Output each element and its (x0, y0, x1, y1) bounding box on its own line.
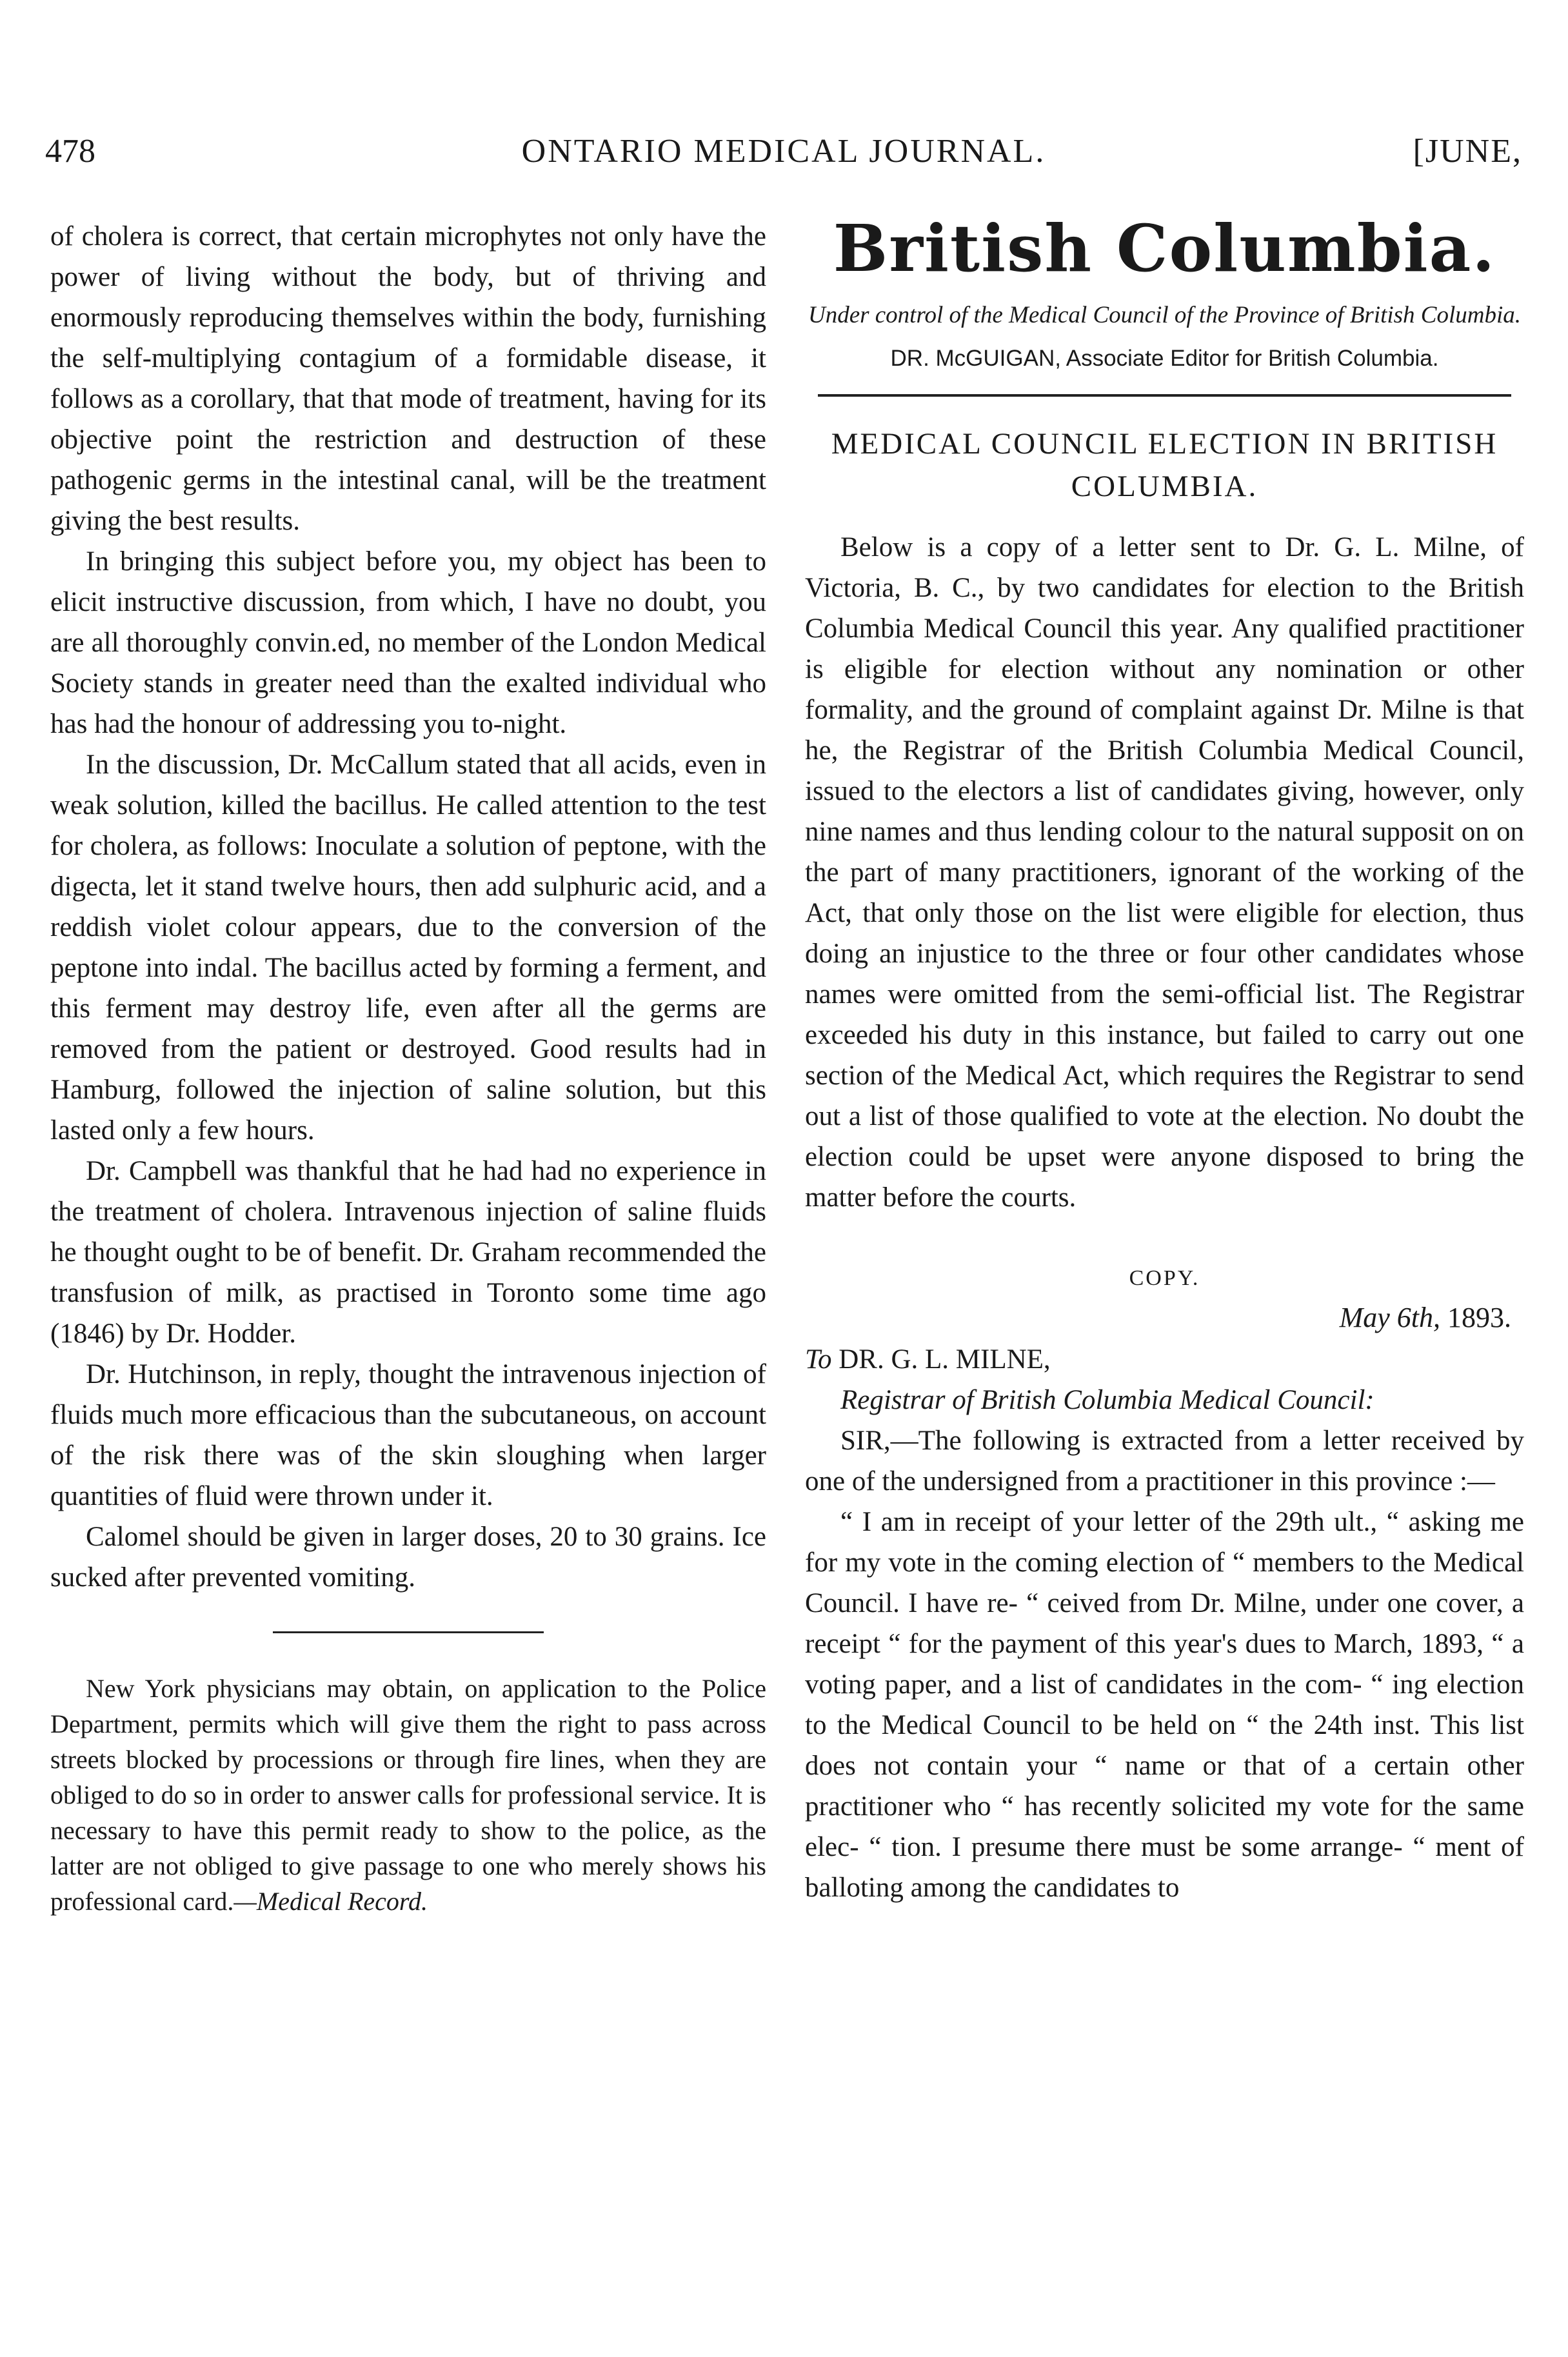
paragraph: of cholera is correct, that certain microphytes not only have the power of living without the body, but of thriving and enormously reproducing themselves within the body, furnishing the self-multiplying contagium of a formidable disease, it follows as a corollary, that that mode of treatment, having for its objective point the restriction and destruction of these pathogenic germs in the intestinal canal, will be the treatment giving the best results. (50, 221, 766, 536)
registrar-line: Registrar of British Columbia Medical Council: (840, 1385, 1374, 1415)
paragraph: In the discussion, Dr. McCallum stated that all acids, even in weak solution, killed the bacillus. He called attention to the test for cholera, as follows: Inoculate a solution of peptone, with the digecta, let it stand twelve hours, then add sulphuric acid, and a reddish violet colour appears, due to the conversion of the peptone into indal. The bacillus acted by forming a ferment, and this ferment may destroy life, even after all the germs are removed from the patient or destroyed. Good results had in Hamburg, followed the injection of saline solution, but this lasted only a few hours. (50, 750, 766, 1146)
intro-paragraph: Below is a copy of a letter sent to Dr. G. L. Milne, of Victoria, B. C., by two candidates for election to the British Columbia Medical Council this year. Any qualified practitioner is eligible for election without any nomination or other formality, and the ground of complaint against Dr. Milne is that he, the Registrar of the British Columbia Medical Council, issued to the electors a list of candidates giving, however, only nine names and thus lending colour to the natural supposit on on the part of many practitioners, ignorant of the working of the Act, that only those on the list were eligible for election, thus doing an injustice to the three or four other candidates whose names were omitted from the semi-official list. The Registrar exceeded his duty in this instance, but failed to carry out one section of the Medical Act, which requires the Registrar to send out a list of those qualified to vote at the election. No doubt the election could be upset were anyone disposed to bring the matter before the courts. (805, 532, 1524, 1213)
letter-date-day: May 6th, (1339, 1302, 1440, 1333)
left-column (50, 216, 766, 1919)
news-note (50, 1671, 766, 1919)
issue-month: [JUNE, (1413, 133, 1522, 170)
paragraph: Dr. Campbell was thankful that he had had no experience in the treatment of cholera. Intravenous injection of saline fluids he thought ought to be of benefit. Dr. Graham recommended the transfusion of milk, as practised in Toronto some time ago (1846) by Dr. Hodder. (50, 1156, 766, 1349)
letter-body (805, 1420, 1524, 1502)
news-note-source: —Medical Record. (233, 1887, 428, 1916)
addressee-name: DR. G. L. MILNE, (839, 1344, 1051, 1375)
quoted-letter: “ I am in receipt of your letter of the 29th ult., “ asking me for my vote in the coming election of “ members to the Medical Council. I have re- “ ceived from Dr. Milne, under one cover, a receipt “ for the payment of this year's dues to March, 1893, “ a voting paper, and a list of candidates in the com- “ ing election to the Medical Council to be held on “ the 24th inst. This list does not contain your “ name or that of a certain other practitioner who “ has recently solicited my vote for the same elec- “ tion. I presume there must be some arrange- “ ment of balloting among the candidates to (805, 1507, 1524, 1903)
addressee-prefix: To (805, 1344, 832, 1375)
page-number: 478 (45, 133, 95, 170)
section-subtitle: Under control of the Medical Council of the Province of British Columbia. (808, 302, 1522, 328)
letter-date-year: 1893. (1447, 1302, 1511, 1333)
paragraph: In bringing this subject before you, my object has been to elicit instructive discussion, from which, I have no doubt, you are all thoroughly convin.ed, no member of the London Medical Society stands in greater need than the exalted individual who has had the honour of addressing you to-night. (50, 546, 766, 739)
running-header (45, 132, 1522, 184)
salutation: SIR, (840, 1426, 891, 1456)
letter-date (805, 1297, 1511, 1339)
paragraph: Dr. Hutchinson, in reply, thought the intravenous injection of fluids much more efficacious than the subcutaneous, on account of the risk there was of the skin sloughing when larger quantities of fluid were thrown under it. (50, 1359, 766, 1511)
letter-intro: —The following is extracted from a letter received by one of the undersigned from a practitioner in this province :— (805, 1426, 1524, 1497)
section-title: British Columbia. (833, 210, 1496, 286)
journal-title: ONTARIO MEDICAL JOURNAL. (521, 133, 1046, 170)
news-note-text: New York physicians may obtain, on application to the Police Department, permits which will give them the right to pass across streets blocked by processions or through fire lines, when they are obliged to do so in order to answer calls for professional service. It is necessary to have this permit ready to show to the police, as the latter are not obliged to give passage to one who merely shows his professional card. (50, 1674, 766, 1916)
article-title: MEDICAL COUNCIL ELECTION IN BRITISH COLUMBIA. (831, 427, 1498, 503)
right-column (805, 210, 1524, 1908)
addressee (805, 1339, 1524, 1380)
paragraph: Calomel should be given in larger doses, 20 to 30 grains. Ice sucked after prevented vomiting. (50, 1522, 766, 1593)
divider (818, 394, 1511, 397)
copy-label: COPY. (1129, 1266, 1200, 1290)
editor-line: DR. McGUIGAN, Associate Editor for British Columbia. (890, 346, 1439, 371)
divider (273, 1631, 544, 1633)
